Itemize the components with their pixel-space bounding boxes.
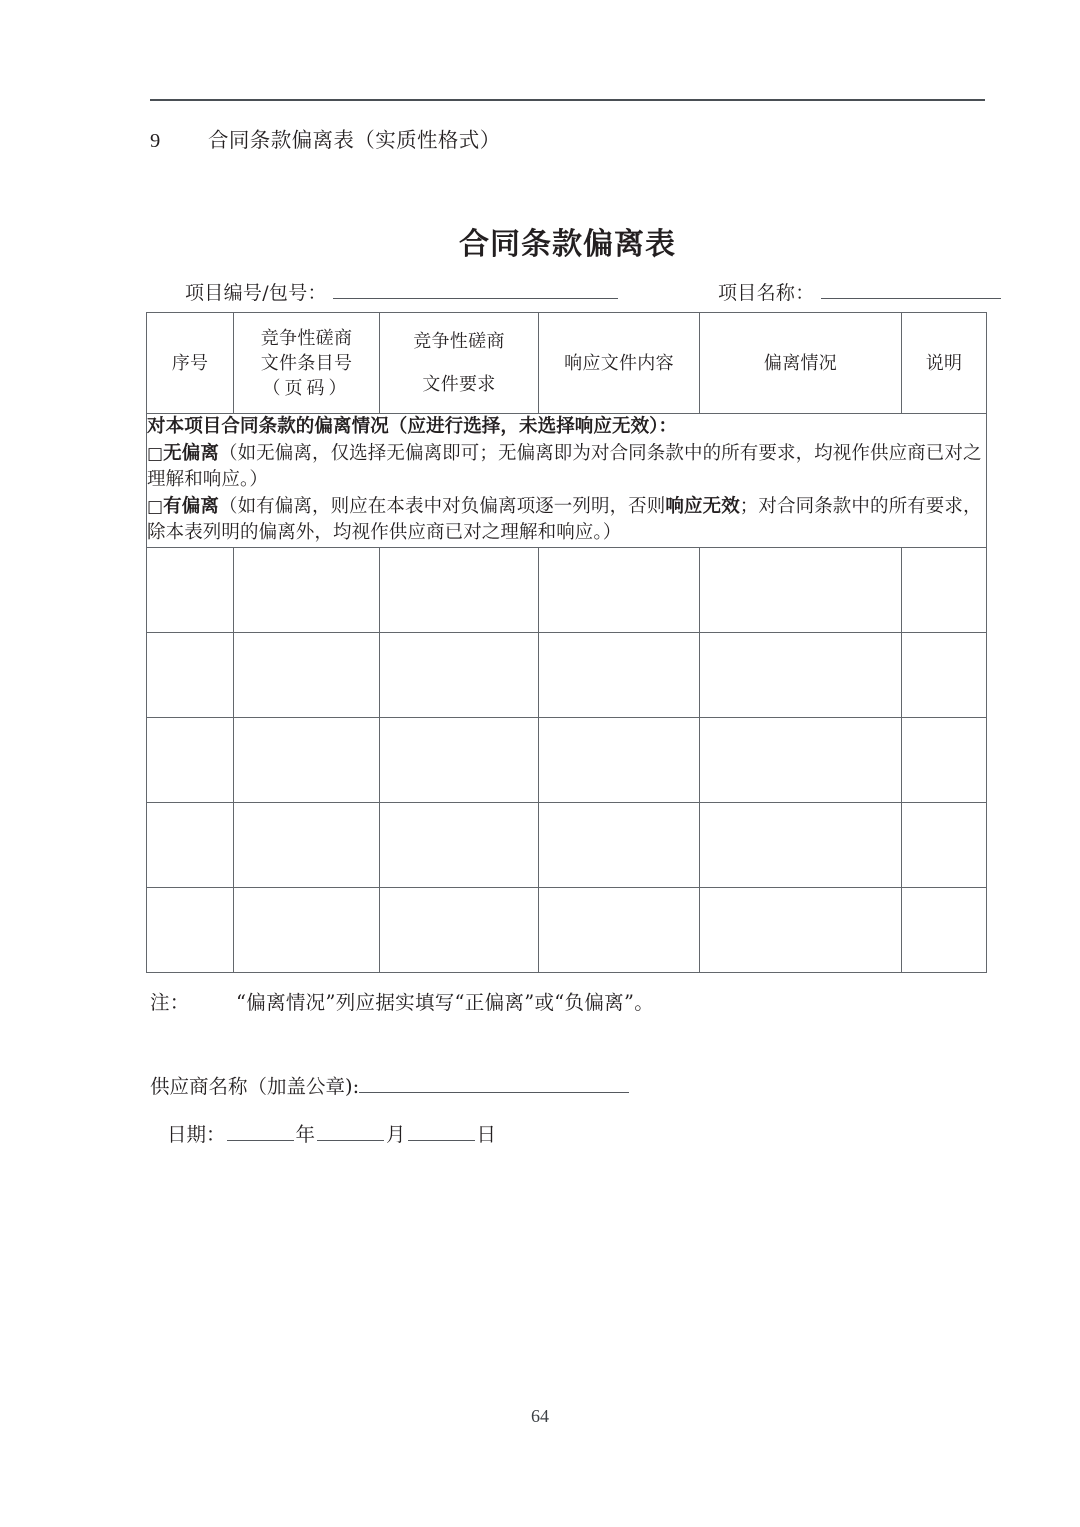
date-label: 日期： — [167, 1123, 226, 1146]
table-cell-empty[interactable] — [380, 717, 539, 802]
supplier-name-input[interactable] — [359, 1074, 629, 1093]
table-cell-empty[interactable] — [902, 547, 987, 632]
notice-row — [147, 414, 987, 548]
table-cell-empty[interactable] — [902, 802, 987, 887]
column-header-seq: 序号 — [147, 313, 234, 414]
supplier-name-field[interactable] — [150, 1072, 990, 1102]
section-title: 合同条款偏离表（实质性格式） — [208, 128, 501, 152]
table-cell-empty[interactable] — [700, 887, 902, 972]
project-name-label: 项目名称： — [718, 282, 815, 304]
page-number: 64 — [531, 1406, 549, 1426]
checkbox-has-deviation-icon[interactable]: □ — [147, 496, 164, 517]
date-month-input[interactable] — [317, 1123, 384, 1141]
table-cell-empty[interactable] — [539, 547, 700, 632]
table-row — [147, 632, 987, 717]
table-cell-empty[interactable] — [700, 802, 902, 887]
section-heading — [150, 125, 990, 156]
table-cell-empty[interactable] — [902, 887, 987, 972]
table-row — [147, 717, 987, 802]
notice-option1-label: 无偏离 — [163, 442, 219, 464]
table-cell-empty[interactable] — [539, 887, 700, 972]
table-header-row — [147, 313, 987, 414]
notice-option-no-deviation[interactable] — [147, 441, 986, 494]
date-year-unit: 年 — [295, 1123, 316, 1146]
table-cell-empty[interactable] — [147, 717, 234, 802]
table-cell-empty[interactable] — [539, 717, 700, 802]
table-cell-empty[interactable] — [380, 887, 539, 972]
section-number: 9 — [150, 130, 161, 152]
date-year-input[interactable] — [227, 1123, 294, 1141]
date-day-unit: 日 — [476, 1123, 497, 1146]
date-month-unit: 月 — [386, 1123, 406, 1146]
project-name-field[interactable] — [718, 278, 1001, 308]
notice-option-has-deviation[interactable] — [147, 494, 986, 547]
column-header-clause-no: 竞争性磋商 文件条目号 （页码） — [234, 313, 380, 414]
table-cell-empty[interactable] — [700, 717, 902, 802]
deviation-notice-cell — [147, 414, 987, 548]
table-row — [147, 887, 987, 972]
project-code-input[interactable] — [333, 280, 618, 299]
table-cell-empty[interactable] — [380, 547, 539, 632]
project-code-label: 项目编号/包号： — [185, 282, 327, 304]
table-cell-empty[interactable] — [147, 887, 234, 972]
table-blank-rows — [147, 547, 987, 972]
table-note — [150, 988, 990, 1018]
table-cell-empty[interactable] — [147, 547, 234, 632]
notice-option2-label: 有偏离 — [163, 495, 219, 517]
table-row — [147, 802, 987, 887]
deviation-notice — [147, 414, 986, 547]
table-cell-empty[interactable] — [234, 802, 380, 887]
deviation-table — [146, 312, 987, 973]
table-cell-empty[interactable] — [700, 547, 902, 632]
table-cell-empty[interactable] — [700, 632, 902, 717]
date-day-input[interactable] — [408, 1123, 475, 1141]
header-rule — [150, 99, 985, 101]
notice-option2-text-b: ；对合同条款中的所有要求，除本表列明的偏离外，均视作供应商已对之理解和响应。） — [147, 495, 982, 543]
date-field[interactable] — [167, 1120, 990, 1150]
note-label: 注： — [150, 991, 190, 1014]
table-cell-empty[interactable] — [539, 632, 700, 717]
table-cell-empty[interactable] — [380, 632, 539, 717]
table-cell-empty[interactable] — [539, 802, 700, 887]
table-cell-empty[interactable] — [147, 802, 234, 887]
table-cell-empty[interactable] — [147, 632, 234, 717]
table-cell-empty[interactable] — [234, 547, 380, 632]
column-header-remark: 说明 — [902, 313, 987, 414]
project-code-field[interactable] — [185, 278, 618, 308]
page-title: 合同条款偏离表 — [459, 227, 676, 262]
table-cell-empty[interactable] — [902, 717, 987, 802]
column-header-response-content: 响应文件内容 — [539, 313, 700, 414]
table-cell-empty[interactable] — [902, 632, 987, 717]
checkbox-no-deviation-icon[interactable]: □ — [147, 443, 164, 464]
table-cell-empty[interactable] — [234, 717, 380, 802]
table-row — [147, 547, 987, 632]
table-cell-empty[interactable] — [234, 887, 380, 972]
notice-option2-text-a: （如有偏离，则应在本表中对负偏离项逐一列明，否则 — [218, 495, 666, 517]
notice-intro: 对本项目合同条款的偏离情况（应进行选择，未选择响应无效）： — [147, 416, 678, 437]
table-cell-empty[interactable] — [234, 632, 380, 717]
notice-option1-text: （如无偏离，仅选择无偏离即可；无偏离即为对合同条款中的所有要求，均视作供应商已对之理解和响应。） — [147, 442, 982, 490]
project-name-input[interactable] — [821, 280, 1001, 299]
supplier-name-label: 供应商名称（加盖公章): — [150, 1075, 360, 1098]
note-text: “偏离情况”列应据实填写“正偏离”或“负偏离”。 — [236, 991, 655, 1014]
notice-option2-emphasis: 响应无效 — [665, 495, 740, 517]
column-header-deviation-status: 偏离情况 — [700, 313, 902, 414]
column-header-requirement: 竞争性磋商 文件要求 — [380, 313, 539, 414]
project-fields — [150, 278, 990, 310]
table-cell-empty[interactable] — [380, 802, 539, 887]
signature-block — [150, 1072, 990, 1150]
